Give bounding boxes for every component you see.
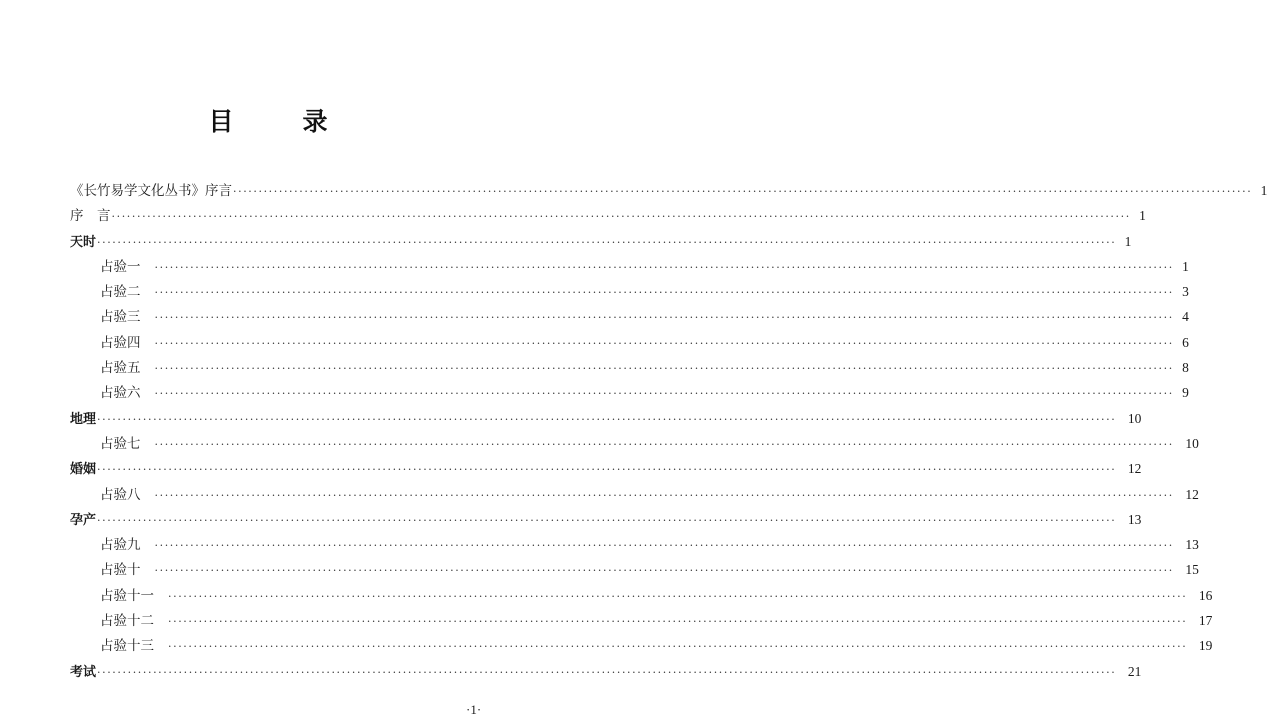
toc-entry[interactable]	[70, 507, 1142, 532]
toc-entry-label: 占验三	[100, 309, 141, 326]
toc-entry-page-number: 13	[1127, 511, 1142, 527]
toc-subentry[interactable]	[70, 532, 1199, 557]
toc-subentry[interactable]	[70, 380, 1189, 405]
dot-leader: ········································································································································································································	[97, 513, 1117, 527]
toc-entry-page-number: 15	[1185, 562, 1199, 578]
toc-entry-label: 占验五	[100, 360, 141, 377]
toc-entry-page-number: 9	[1182, 385, 1189, 401]
toc-entry[interactable]	[70, 406, 1142, 431]
dot-leader: ········································································································································································································	[97, 665, 1117, 679]
dot-leader: ········································································································································································································	[154, 387, 1174, 401]
toc-entry-page-number: 10	[1127, 410, 1142, 426]
toc-entry-label: 占验七	[100, 435, 141, 452]
dot-leader: ········································································································································································································	[154, 539, 1174, 553]
toc-entry-page-number: 1	[1182, 258, 1189, 274]
toc-entry[interactable]	[70, 203, 1146, 228]
toc-entry[interactable]	[70, 456, 1142, 481]
toc-subentry[interactable]	[70, 254, 1189, 279]
toc-entry-label: 占验四	[100, 334, 141, 351]
toc-entry-label: 占验十二	[100, 613, 154, 630]
toc-entry-label: 地理	[70, 411, 97, 427]
toc-entry[interactable]	[70, 229, 1132, 254]
dot-leader: ········································································································································································································	[154, 260, 1174, 274]
toc-entry-page-number: 3	[1182, 284, 1189, 300]
toc-entry-page-number: 4	[1182, 309, 1189, 325]
toc-subentry[interactable]	[70, 279, 1189, 304]
toc-entry[interactable]	[70, 178, 1267, 203]
toc-entry-label: 占验二	[100, 284, 141, 301]
dot-leader: ········································································································································································································	[111, 210, 1131, 224]
toc-entry-label: 占验一	[100, 258, 141, 275]
dot-leader: ········································································································································································································	[168, 640, 1188, 654]
toc-entry-label: 占验十	[100, 562, 141, 579]
toc-subentry[interactable]	[70, 355, 1189, 380]
toc-entry-label: 孕产	[70, 512, 97, 528]
toc-entry-page-number: 19	[1198, 638, 1213, 654]
toc-entry-page-number: 1	[1124, 233, 1132, 249]
toc-entry-page-number: 6	[1182, 334, 1189, 350]
dot-leader: ········································································································································································································	[97, 463, 1117, 477]
dot-leader: ········································································································································································································	[154, 311, 1174, 325]
toc-subentry[interactable]	[70, 633, 1213, 658]
toc-subentry[interactable]	[70, 557, 1199, 582]
toc-entry-page-number: 1	[1139, 208, 1146, 224]
dot-leader: ········································································································································································································	[97, 412, 1117, 426]
toc-entry-page-number: 21	[1127, 663, 1142, 679]
toc-entry-page-number: 8	[1182, 360, 1189, 376]
toc-subentry[interactable]	[70, 431, 1199, 456]
toc-entry-label: 占验六	[100, 385, 141, 402]
toc-subentry[interactable]	[70, 608, 1213, 633]
toc-entry-label: 《长竹易学文化丛书》序言	[70, 183, 232, 199]
table-of-contents	[70, 178, 1267, 684]
toc-entry-page-number: 17	[1198, 613, 1213, 629]
toc-entry-page-number: 10	[1185, 435, 1199, 451]
dot-leader: ········································································································································································································	[97, 235, 1117, 249]
toc-entry-page-number: 1	[1260, 183, 1267, 198]
toc-entry-label: 序 言	[70, 208, 111, 225]
toc-entry-page-number: 16	[1198, 587, 1213, 603]
page-title: 目 录	[208, 107, 350, 136]
toc-subentry[interactable]	[70, 304, 1189, 329]
dot-leader: ········································································································································································································	[154, 362, 1174, 376]
toc-subentry[interactable]	[70, 583, 1213, 608]
dot-leader: ········································································································································································································	[154, 488, 1174, 502]
toc-entry-label: 占验十三	[100, 638, 154, 655]
dot-leader: ········································································································································································································	[168, 589, 1188, 603]
dot-leader: ········································································································································································································	[154, 437, 1174, 451]
page-number: ·1·	[466, 702, 482, 717]
dot-leader: ········································································································································································································	[154, 286, 1174, 300]
dot-leader: ········································································································································································································	[154, 336, 1174, 350]
toc-entry-label: 考试	[70, 664, 97, 680]
toc-entry-page-number: 12	[1127, 461, 1142, 477]
dot-leader: ········································································································································································································	[168, 615, 1188, 629]
toc-entry-label: 占验八	[100, 486, 141, 503]
toc-entry-label: 占验十一	[100, 587, 154, 604]
toc-subentry[interactable]	[70, 482, 1199, 507]
toc-entry-label: 婚姻	[70, 462, 97, 478]
toc-entry-page-number: 12	[1185, 486, 1199, 502]
dot-leader: ········································································································································································································	[233, 185, 1253, 198]
toc-entry-page-number: 13	[1185, 537, 1199, 553]
toc-entry[interactable]	[70, 659, 1142, 684]
toc-entry-label: 占验九	[100, 537, 141, 554]
dot-leader: ········································································································································································································	[154, 564, 1174, 578]
toc-entry-label: 天时	[70, 234, 97, 250]
toc-subentry[interactable]	[70, 330, 1189, 355]
